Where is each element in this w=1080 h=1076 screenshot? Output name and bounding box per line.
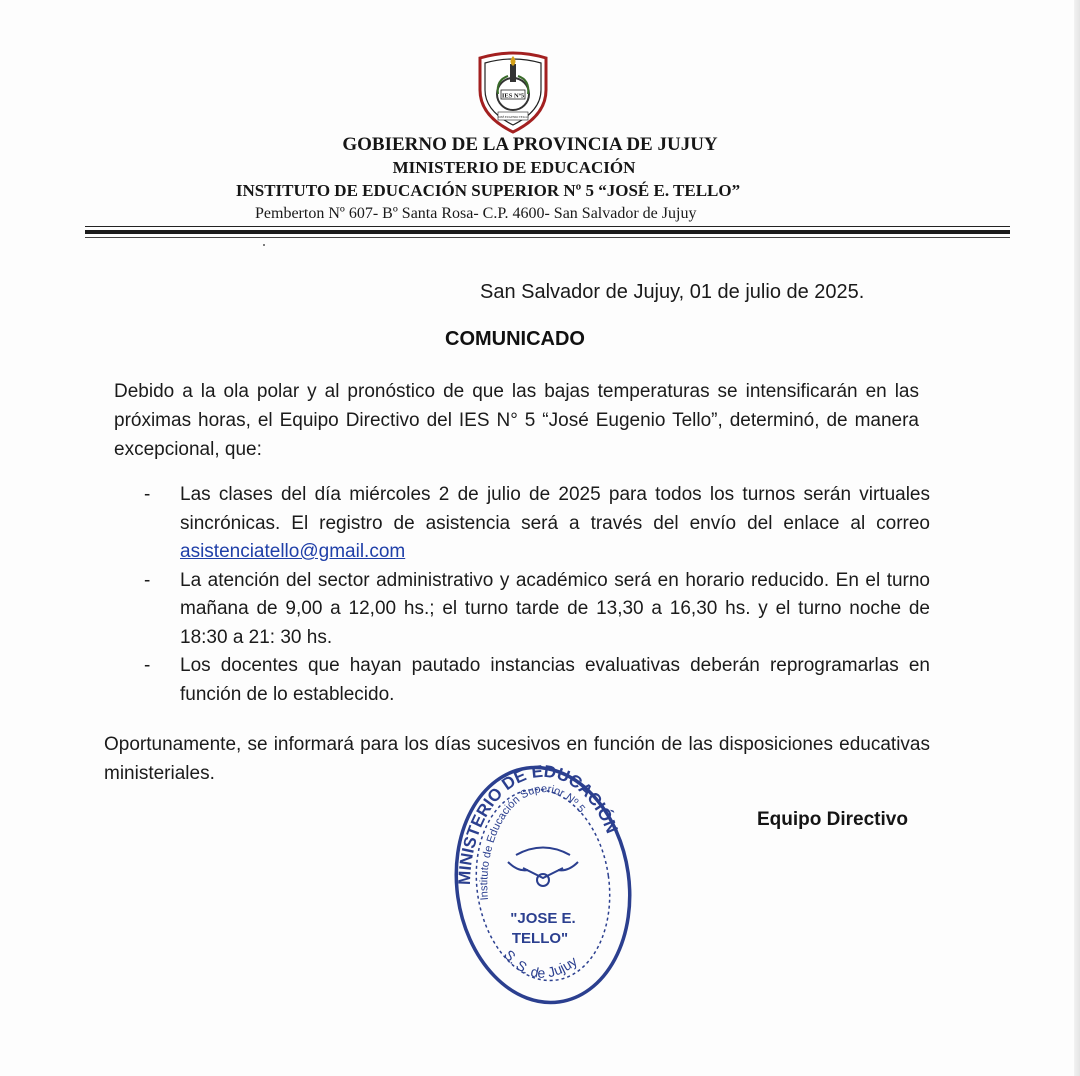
official-stamp-icon — [448, 760, 638, 1010]
list-item — [140, 481, 930, 567]
bullet-dash: - — [144, 655, 151, 676]
list-item-text: Los docentes que hayan pautado instancias evaluativas deberán reprogramarlas en función de lo establecido. — [180, 655, 930, 705]
stamp-center-line2: TELLO" — [511, 930, 569, 947]
svg-text:S. S. de Jujuy — [501, 947, 580, 981]
institute-heading: INSTITUTO DE EDUCACIÓN SUPERIOR Nº 5 “JOSÉ E. TELLO” — [235, 181, 741, 200]
header-divider-thick — [85, 230, 1010, 234]
stamp-bottom-text: S. S. de Jujuy — [500, 946, 581, 981]
crest-subtext: JOSÉ EUGENIO TELLO — [497, 115, 529, 119]
stamp-outer-text: MINISTERIO DE EDUCACIÓN — [454, 761, 622, 886]
crest-text: IES Nº5 — [501, 92, 525, 100]
government-heading: GOBIERNO DE LA PROVINCIA DE JUJUY — [342, 134, 718, 155]
stamp-inner-text: Instituto de Educación Superior Nº 5 — [478, 783, 588, 901]
bullet-dash: - — [144, 569, 151, 591]
stamp-center-line1: "JOSE E. — [510, 910, 576, 927]
page-edge-shadow — [1074, 0, 1080, 1076]
list-item — [140, 652, 930, 709]
header-divider-bottom — [85, 237, 1010, 238]
list-item — [140, 567, 930, 653]
signature-label: Equipo Directivo — [757, 809, 908, 830]
closing-paragraph: Oportunamente, se informará para los días sucesivos en función de las disposiciones educativas ministeriales. — [104, 734, 930, 784]
list-item-text: La atención del sector administrativo y académico será en horario reducido. En el turno mañana de 9,00 a 12,00 hs.; el turno tarde de 13,30 a 16,30 hs. y el turno noche de 18:30 a 21: 30 hs. — [180, 569, 930, 648]
scan-speck — [263, 244, 265, 246]
attendance-email-link[interactable]: asistenciatello@gmail.com — [180, 541, 406, 562]
intro-paragraph: Debido a la ola polar y al pronóstico de que las bajas temperaturas se intensificarán en las próximas horas, el Equipo Directivo del IES N° 5 “José Eugenio Tello”, determinó, de manera excepcional, que: — [114, 381, 919, 460]
institute-crest-icon — [474, 50, 552, 134]
institute-address: Pemberton Nº 607- Bº Santa Rosa- C.P. 4600- San Salvador de Jujuy — [255, 205, 697, 222]
bullet-dash: - — [144, 484, 151, 505]
header-divider-thin — [85, 226, 1010, 227]
list-item-text: Las clases del día miércoles 2 de julio de 2025 para todos los turnos serán virtuales sincrónicas. El registro de asistencia será a través del envío del enlace al correo — [180, 484, 930, 534]
ministry-heading: MINISTERIO DE EDUCACIÓN — [392, 158, 636, 177]
document-title: COMUNICADO — [445, 328, 585, 350]
measures-list — [140, 481, 930, 709]
document-date: San Salvador de Jujuy, 01 de julio de 2025. — [480, 281, 865, 303]
